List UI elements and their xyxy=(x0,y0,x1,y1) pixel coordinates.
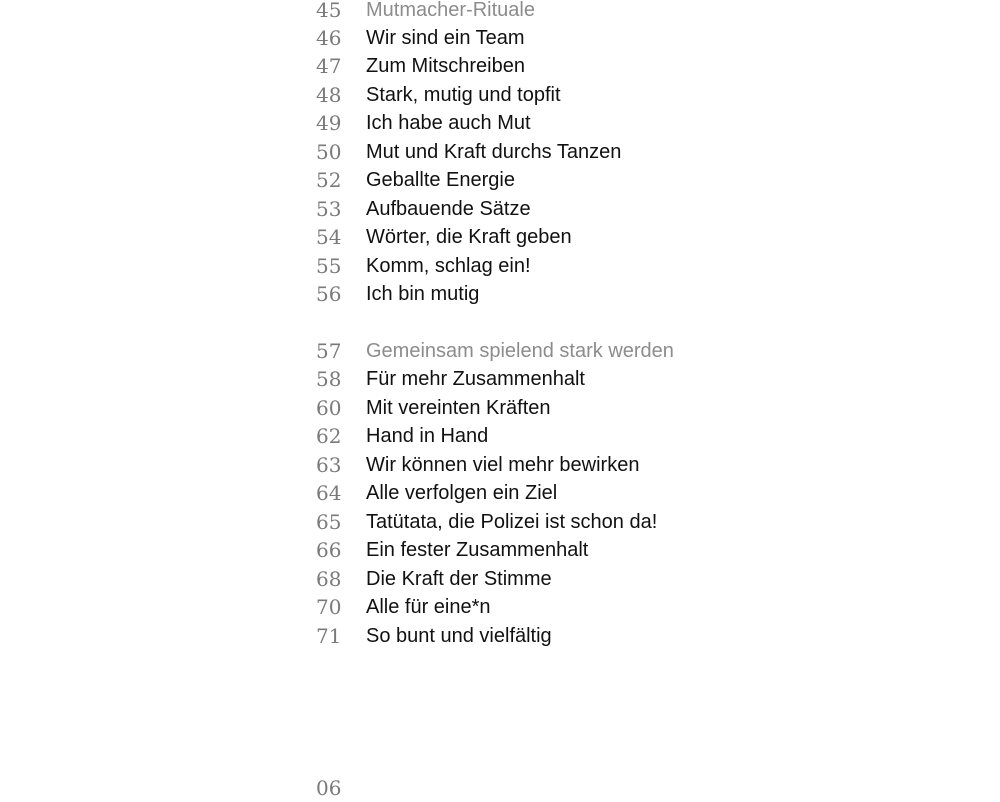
toc-page-number: 64 xyxy=(316,481,342,505)
toc-section-title: Mutmacher-Rituale xyxy=(366,0,535,21)
toc-entry-title: Wörter, die Kraft geben xyxy=(366,226,572,248)
toc-page-number: 48 xyxy=(316,83,342,107)
page-folio: 06 xyxy=(316,776,342,800)
toc-entry xyxy=(0,252,1000,280)
toc-entry-title: Ich habe auch Mut xyxy=(366,112,531,134)
toc-entry-title: Zum Mitschreiben xyxy=(366,55,525,77)
toc-entry xyxy=(0,451,1000,479)
toc-entry-title: Die Kraft der Stimme xyxy=(366,568,552,590)
toc-page-number: 62 xyxy=(316,424,342,448)
toc-entry xyxy=(0,479,1000,507)
toc-entry-title: So bunt und vielfältig xyxy=(366,625,552,647)
toc-entry-title: Komm, schlag ein! xyxy=(366,255,531,277)
toc-entry-title: Hand in Hand xyxy=(366,425,489,447)
toc-page-number: 52 xyxy=(316,168,342,192)
toc-entry xyxy=(0,52,1000,80)
toc-entry xyxy=(0,280,1000,308)
toc-section-heading xyxy=(0,337,1000,365)
toc-page-number: 46 xyxy=(316,26,342,50)
toc-entry xyxy=(0,223,1000,251)
toc-page-number: 71 xyxy=(316,624,342,648)
toc-entry-title: Alle für eine*n xyxy=(366,596,491,618)
toc-page-number: 57 xyxy=(316,339,342,363)
toc-entry xyxy=(0,81,1000,109)
toc-entry-title: Tatütata, die Polizei ist schon da! xyxy=(366,511,658,533)
toc-entry xyxy=(0,394,1000,422)
toc-page-number: 50 xyxy=(316,140,342,164)
toc-page-number: 45 xyxy=(316,0,342,22)
toc-page-number: 56 xyxy=(316,282,342,306)
toc-page-number: 65 xyxy=(316,510,342,534)
toc-entry-title: Alle verfolgen ein Ziel xyxy=(366,482,558,504)
toc-page-number: 55 xyxy=(316,254,342,278)
toc-entry xyxy=(0,195,1000,223)
toc-entry xyxy=(0,565,1000,593)
toc-page-number: 68 xyxy=(316,567,342,591)
toc-entry-title: Wir sind ein Team xyxy=(366,27,525,49)
toc-entry xyxy=(0,508,1000,536)
toc-entry xyxy=(0,109,1000,137)
toc-page-number: 53 xyxy=(316,197,342,221)
toc-entry-title: Wir können viel mehr bewirken xyxy=(366,454,640,476)
toc-page-number: 49 xyxy=(316,111,342,135)
toc-page-number: 60 xyxy=(316,396,342,420)
toc-entry xyxy=(0,166,1000,194)
toc-entry xyxy=(0,365,1000,393)
toc-page-number: 54 xyxy=(316,225,342,249)
toc-entry-title: Ich bin mutig xyxy=(366,283,480,305)
toc-page-number: 58 xyxy=(316,367,342,391)
toc-entry-title: Mit vereinten Kräften xyxy=(366,397,551,419)
toc-entry xyxy=(0,24,1000,52)
toc-entry-title: Für mehr Zusammenhalt xyxy=(366,368,585,390)
toc-section-heading xyxy=(0,0,1000,24)
toc-entry-title: Geballte Energie xyxy=(366,169,515,191)
toc-page-number: 70 xyxy=(316,595,342,619)
toc-page-number: 66 xyxy=(316,538,342,562)
toc-entry-title: Aufbauende Sätze xyxy=(366,198,531,220)
toc-entry xyxy=(0,138,1000,166)
toc-entry xyxy=(0,593,1000,621)
toc-entry-title: Ein fester Zusammenhalt xyxy=(366,539,589,561)
toc-entry xyxy=(0,536,1000,564)
toc-page-number: 47 xyxy=(316,54,342,78)
toc-entry xyxy=(0,422,1000,450)
toc-entry-title: Stark, mutig und topfit xyxy=(366,84,561,106)
toc-entry-title: Mut und Kraft durchs Tanzen xyxy=(366,141,622,163)
toc-entry xyxy=(0,622,1000,650)
toc-page-number: 63 xyxy=(316,453,342,477)
toc-section-title: Gemeinsam spielend stark werden xyxy=(366,340,674,362)
